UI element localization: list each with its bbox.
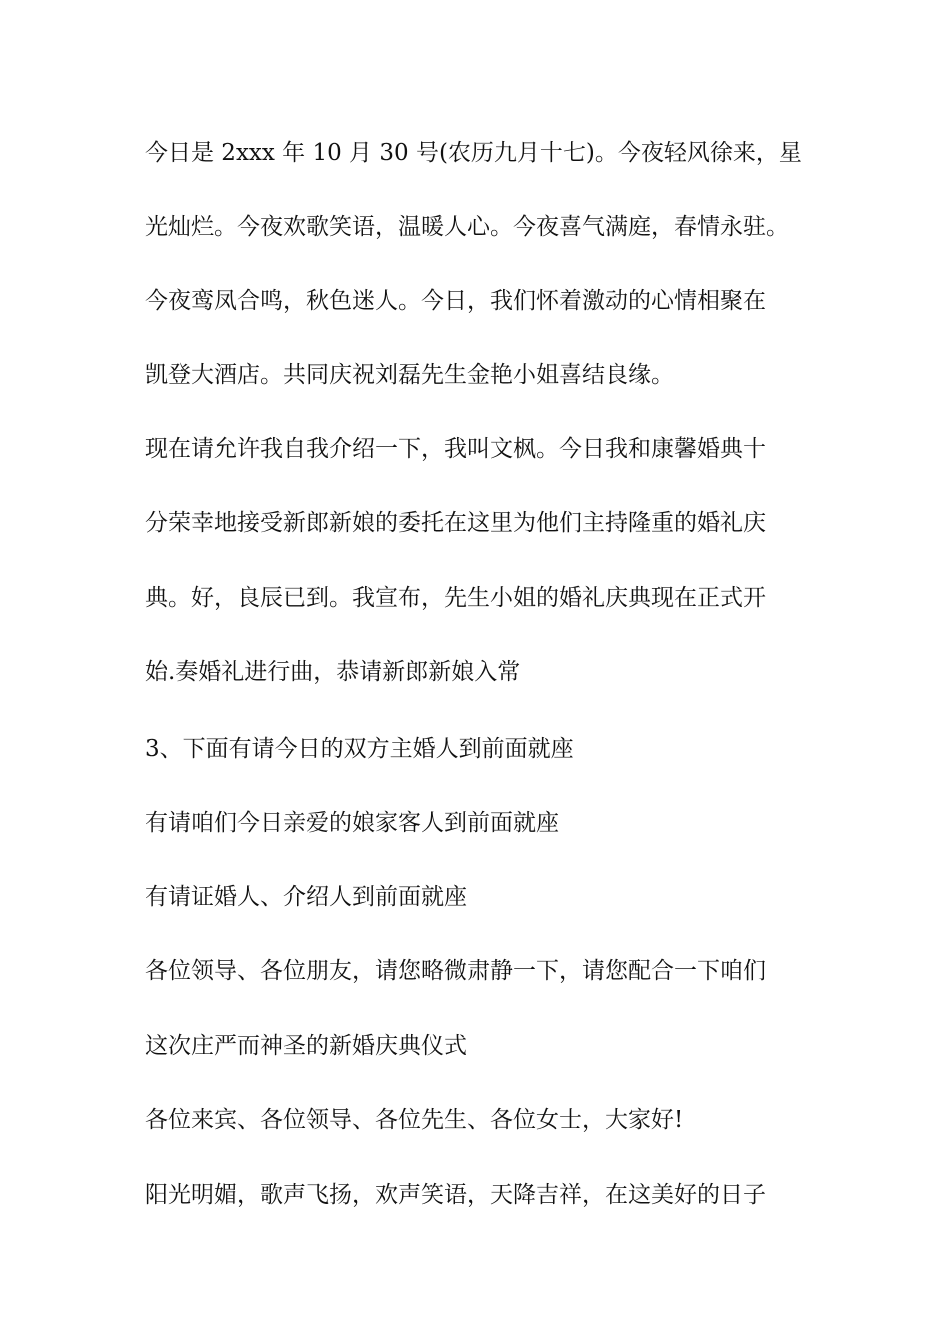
text-line-9: 3、下面有请今日的双方主婚人到前面就座 [145, 736, 574, 762]
text-line-7: 典。好，良辰已到。我宣布，先生小姐的婚礼庆典现在正式开 [145, 585, 766, 611]
text-line-11: 有请证婚人、介绍人到前面就座 [145, 884, 467, 910]
text-line-4: 凯登大酒店。共同庆祝刘磊先生金艳小姐喜结良缘。 [145, 362, 674, 388]
text-line-14: 各位来宾、各位领导、各位先生、各位女士，大家好! [145, 1107, 684, 1133]
text-line-10: 有请咱们今日亲爱的娘家客人到前面就座 [145, 810, 559, 836]
text-line-1: 今日是 2xxx 年 10 月 30 号(农历九月十七)。今夜轻风徐来，星 [145, 140, 802, 166]
text-line-5: 现在请允许我自我介绍一下，我叫文枫。今日我和康馨婚典十 [145, 436, 766, 462]
text-line-6: 分荣幸地接受新郎新娘的委托在这里为他们主持隆重的婚礼庆 [145, 510, 766, 536]
text-line-2: 光灿烂。今夜欢歌笑语，温暖人心。今夜喜气满庭，春情永驻。 [145, 214, 789, 240]
text-line-3: 今夜鸾凤合鸣，秋色迷人。今日，我们怀着激动的心情相聚在 [145, 288, 766, 314]
text-line-8: 始.奏婚礼进行曲，恭请新郎新娘入常 [145, 659, 521, 685]
text-line-15: 阳光明媚，歌声飞扬，欢声笑语，天降吉祥，在这美好的日子 [145, 1182, 766, 1208]
text-line-13: 这次庄严而神圣的新婚庆典仪式 [145, 1033, 467, 1059]
text-line-12: 各位领导、各位朋友，请您略微肃静一下，请您配合一下咱们 [145, 958, 766, 984]
